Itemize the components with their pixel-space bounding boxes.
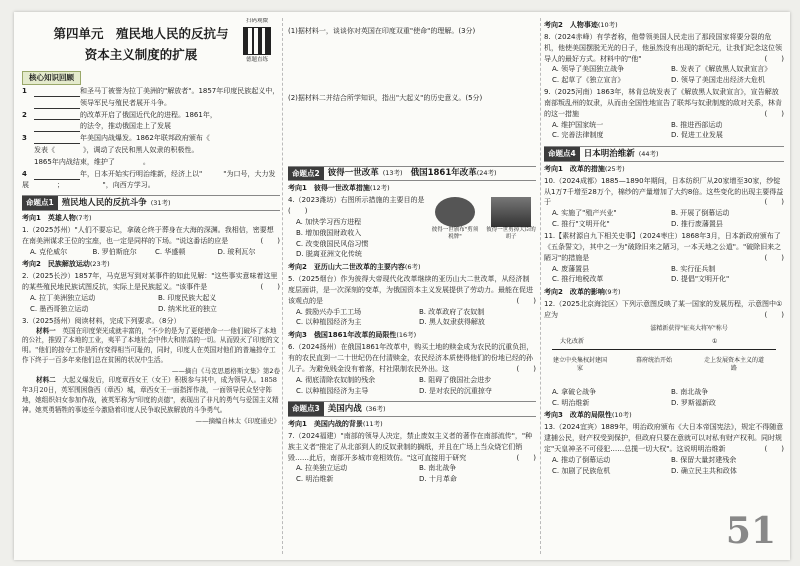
option-a[interactable]: A. 拉美独立运动 — [296, 464, 348, 473]
answer-parens[interactable]: ( ) — [288, 207, 308, 215]
answer-parens[interactable]: ( ) — [516, 296, 536, 305]
option-c[interactable]: C. 以种植园经济为主导 — [296, 386, 369, 395]
question-stem: 12.（2025北京海淀区）下列示意图反映了某一国家的发展历程，示意图中①应为 — [544, 300, 783, 319]
topic-title: 美国内战 — [327, 403, 362, 414]
topic-header-3 — [288, 401, 536, 417]
option-b[interactable]: B. 发表了《解放黑人奴隶宣言》 — [671, 65, 772, 74]
direction-heading — [544, 410, 784, 421]
option-c[interactable]: C. 加剧了民族危机 — [552, 466, 611, 475]
topic-count: (24考) — [476, 169, 497, 178]
question-9 — [544, 87, 784, 141]
core-item-text: 年美国内战爆发。1862年联邦政府颁布《 — [80, 134, 210, 143]
right-column — [544, 18, 784, 554]
core-item — [22, 145, 280, 156]
question-12 — [544, 299, 784, 408]
option-c[interactable]: C. 推行"文明开化" — [552, 220, 610, 229]
option-d[interactable]: D. 是对农民的沉重掠夺 — [419, 386, 492, 395]
core-knowledge-heading: 核心知识回顾 — [22, 71, 81, 85]
answer-parens[interactable]: ( ) — [764, 109, 784, 118]
fill-blank[interactable] — [34, 124, 80, 132]
option-d[interactable]: D. 确立民主共和政体 — [671, 466, 737, 475]
option-b[interactable]: B. 推进西部运动 — [671, 120, 723, 129]
timeline-stage: 幕府统治开始 — [635, 356, 672, 364]
core-item-text: 和圣马丁被誉为拉丁美洲的"解放者"。1857年印度民族起义中， — [80, 86, 280, 95]
core-item-text: 的法令，推动俄国走上了发展 — [80, 122, 171, 131]
core-item-text: 发表《 》，调动了农民和黑人奴隶的积极性。 — [34, 146, 199, 155]
topic-count: (31考) — [150, 199, 171, 208]
direction-name: 考向2 人物事迹 — [544, 21, 598, 29]
answer-parens[interactable]: ( ) — [764, 198, 784, 207]
direction-name: 考向1 英雄人物 — [22, 214, 76, 223]
direction-heading — [288, 183, 536, 194]
topic-count: (44考) — [638, 150, 659, 159]
question-images — [430, 197, 536, 241]
question-11 — [544, 231, 784, 285]
option-a[interactable]: A. 废藩置县 — [552, 264, 590, 273]
core-item-text: 的改革开启了俄国近代化的进程。1861年， — [80, 110, 217, 119]
direction-heading — [22, 213, 280, 224]
column-divider — [282, 18, 283, 554]
answer-parens[interactable]: ( ) — [764, 253, 784, 262]
question-7 — [288, 431, 536, 485]
option-b[interactable]: B. 阻碍了俄国社会进步 — [419, 375, 492, 384]
option-c[interactable]: C. 明治维新 — [552, 398, 590, 407]
option-a[interactable]: A. 鼓励兴办手工工场 — [296, 307, 362, 316]
direction-count: (11考) — [362, 419, 383, 428]
option-a[interactable]: A. 维护国家统一 — [552, 120, 604, 129]
timeline-label: 大化改新 — [560, 337, 585, 345]
question-stem: 1.（2025苏州）"人们不要忘记，拿破仑终于葬身在大海的深渊。我相信，密要想在南美洲谋求王位的宝座，也一定是同样的下场。"说这番话的应是 — [22, 225, 274, 245]
core-item-text: 1865年内战结束，维护了 。 — [34, 157, 150, 166]
answer-parens[interactable]: ( ) — [260, 283, 280, 292]
material-source: ——摘编自林太《印度通史》 — [195, 416, 280, 425]
fill-blank[interactable] — [34, 136, 80, 144]
core-item — [22, 133, 280, 144]
answer-space[interactable] — [288, 105, 536, 161]
question-stem: 6.（2024扬州）在俄国1861年改革中，购买土地的赎金成为农民的沉重负担，有的农民直到一二十世纪仍在付清赎金，农民经济本质使得他们的份地已经的孙儿子。为避免贱金没有着落，村社限制农民外出。这 — [288, 343, 534, 373]
topic-tag: 命题点4 — [544, 147, 580, 161]
topic-count: (36考) — [365, 405, 386, 414]
material-head: 材料一 — [36, 326, 56, 335]
option-b[interactable]: B. 增加俄国财政收入 — [296, 228, 362, 237]
image-caption: 彼得一世颁布"剪须税牌" — [431, 227, 479, 241]
question-stem: 3.（2025扬州）阅读材料，完成下列要求。（8分） — [22, 316, 181, 325]
option-d[interactable]: D. 黑人奴隶获得解放 — [419, 318, 485, 327]
option-b[interactable]: B. 改革政府了农奴制 — [419, 307, 485, 316]
options — [288, 463, 536, 485]
option-a[interactable]: A. 领导了美国独立战争 — [552, 65, 625, 74]
fill-blank[interactable] — [34, 89, 80, 97]
question-2 — [22, 271, 280, 314]
timeline-top-note: 滋精新获得"征夷大将军"称号 — [650, 324, 728, 332]
subquestion-2: (2)据材料二并结合所学知识，指出"大起义"的历史意义。(5分) — [288, 93, 483, 102]
topic-tag: 命题点1 — [22, 196, 58, 210]
option-a[interactable]: A. 实施了"殖产兴业" — [552, 209, 617, 218]
timeline-stage: 走上发展资本主义的道路 — [703, 356, 764, 372]
question-stem: 11.【素材源自九下相关史事】（2024枣庄）1868年3月，日本新政府颁布了《五条誓文》，其中之一为"破除旧来之陋习，一本天地之公道"。"破除旧来之陋习"的措施是 — [544, 231, 782, 262]
topic-title: 殖民地人民的反抗斗争 — [61, 197, 147, 208]
answer-parens[interactable]: ( ) — [260, 236, 280, 245]
option-c[interactable]: C. 起草了《独立宣言》 — [552, 76, 625, 85]
question-stem: 8.（2024赤峰）有学者称，他带领美国人民走出了那段国家将要分裂的危机，他使美国摆脱无光的日子，他虽然没有出现的新纪元，让我们纪念这位领导人的最好方式。材料中的"他" — [544, 32, 782, 63]
question-stem: 4.（2023潍坊）右图所示措施的主要目的是 — [288, 196, 425, 205]
material-text: 大起义爆发后，印度章西女王（女王）积极参与其中，成为领导人。1858年3月20日，英军围困詹西（章西）城，章西女王一面指挥作战，一面领导民众坚守阵地，她组织妇女参加作战，被英军称为"印度的贞德"，表现出了非凡的勇气与爱国主义精神。她英勇牺牲的事迹至今激励着印度人民争取民族解放的斗争勇气。 — [22, 376, 279, 414]
core-item — [22, 86, 280, 97]
question-stem: 10.（2024成都）1885—1890年期间，日本纺织厂从20家增至30家，纱锭从1万7千增至28万个，棉纱的产量增加了大约8倍。这些变化的出现主要得益于 — [544, 176, 784, 207]
left-column — [22, 18, 280, 554]
direction-name: 考向2 改革的影响 — [544, 288, 605, 297]
question-3 — [22, 316, 280, 426]
option-c[interactable]: C. 改变俄国民风俗习惯 — [296, 239, 369, 248]
topic-header-1 — [22, 195, 280, 211]
image-beard-tax — [430, 197, 480, 241]
options — [544, 120, 784, 142]
core-item-text: 年，日本开始实行明治维新，经济上以" "为口号，大力发展 ； "，向西方学习。 — [22, 169, 276, 189]
option-c[interactable]: C. 墨西哥独立运动 — [30, 304, 89, 313]
subquestion-1: (1)据材料一，谈谈你对英国在印度双重"使命"的理解。(3分) — [288, 27, 476, 35]
direction-heading — [22, 259, 280, 270]
fill-blank[interactable] — [34, 101, 80, 109]
direction-name: 考向1 彼得一世改革措施 — [288, 184, 370, 193]
material-1 — [22, 327, 280, 367]
topic-header-2 — [288, 166, 536, 182]
question-stem: 13.（2024宜宾）1889年，明治政府颁布《大日本帝国宪法》，规定不得随意逮捕公民，财产权受到保护，但政府只要在意就可以对私有财产权利。同时规定"天皇神圣不可侵犯……总揽一切大权"。这说明明治维新 — [544, 423, 784, 453]
direction-name: 考向2 亚历山大二世改革的主要内容 — [288, 263, 405, 272]
option-a[interactable]: A. 克伦威尔 — [30, 247, 68, 256]
option-b[interactable]: B. 南北战争 — [419, 464, 457, 473]
direction-heading — [288, 330, 536, 341]
option-c[interactable]: C. 完善法律制度 — [552, 131, 604, 140]
option-d[interactable]: D. 促进工业发展 — [671, 131, 723, 140]
option-a[interactable]: A. 拿破仑战争 — [552, 387, 597, 396]
question-stem: 2.（2025长沙）1857年，马克思写到对某事件的如此见解："这些事实意味着这里的某些殖民地民族试图反抗，实际上是民族起义。"该事件是 — [22, 272, 278, 292]
core-item — [22, 169, 280, 191]
core-knowledge-list — [22, 86, 280, 191]
option-d[interactable]: D. 玻利瓦尔 — [217, 247, 256, 256]
unit-title — [36, 24, 246, 65]
direction-heading — [544, 164, 784, 175]
options — [544, 64, 784, 86]
question-stem: 9.（2025河南）1863年，林肯总统发表了《解放黑人奴隶宣言》，宣告解放南部叛乱州的奴隶，从而由全国性地宣告了联邦与奴隶制度的敌对关系，林肯的这一措施 — [544, 88, 782, 118]
options — [22, 247, 280, 258]
answer-parens[interactable]: ( ) — [516, 453, 536, 462]
direction-count: (7考) — [75, 214, 92, 223]
image-caption: 彼得一世剪掉大臣的胡子 — [486, 227, 536, 241]
option-b[interactable]: B. 开展了倒幕运动 — [671, 209, 730, 218]
direction-count: (9考) — [604, 288, 621, 297]
question-10 — [544, 176, 784, 230]
answer-parens[interactable]: ( ) — [764, 54, 784, 63]
option-a[interactable]: A. 加快学习西方进程 — [296, 217, 362, 226]
question-stem: 7.（2024福建）"南部的领导人决定，禁止废奴主义者的著作在南部流传"，"种族主义者"推定了从北部到人的反奴隶制的搁纸，并且在广场上当众烧它们销毁……此后，南部开多城市竞相效仿。"这可直接用于研究 — [288, 431, 533, 462]
direction-name: 考向2 民族解放运动 — [22, 260, 90, 269]
options — [544, 455, 784, 477]
fill-blank[interactable] — [34, 172, 80, 180]
qr-code-icon — [243, 27, 271, 55]
option-c[interactable]: C. 华盛顿 — [155, 247, 186, 256]
direction-name: 考向1 美国内战的背景 — [288, 419, 363, 428]
textbook-page — [14, 12, 790, 560]
core-item-text: 领导军民与殖民者展开斗争。 — [80, 98, 171, 107]
topic-count: (13考) — [382, 169, 403, 178]
question-4 — [288, 195, 536, 260]
answer-parens[interactable]: ( ) — [764, 310, 784, 319]
question-13 — [544, 422, 784, 476]
option-d[interactable]: D. 纳米比亚的独立 — [158, 304, 217, 313]
option-b[interactable]: B. 实行征兵制 — [671, 264, 716, 273]
answer-space[interactable] — [288, 38, 536, 92]
option-d[interactable]: D. 罗斯福新政 — [671, 398, 716, 407]
question-5 — [288, 274, 536, 328]
direction-count: (10考) — [611, 411, 632, 420]
material-source: ——摘自《马克思恩格斯文集》第2卷 — [171, 367, 280, 376]
item-number: 2 — [22, 110, 27, 119]
option-b[interactable]: B. 南北战争 — [671, 387, 709, 396]
question-stem: 5.（2025烟台）作为彼得大帝现代化改革继续的亚历山大二世改革，从经济制度层面讲，是一次深刻的变革，为俄国资本主义发展提供了劳动力。最能在促进该观点的是 — [288, 275, 533, 305]
direction-count: (12考) — [369, 184, 390, 193]
timeline-axis — [552, 349, 776, 350]
direction-count: (16考) — [396, 331, 417, 340]
options — [544, 387, 784, 409]
qr-top-label: 扫码观微 — [245, 18, 268, 24]
direction-name: 考向3 俄国1861年改革的局限性 — [288, 331, 397, 340]
answer-parens[interactable]: ( ) — [764, 444, 784, 453]
beard-token-image — [435, 197, 475, 227]
question-8 — [544, 32, 784, 86]
item-number: 3 — [22, 134, 27, 143]
topic-header-4 — [544, 146, 784, 162]
core-item — [22, 98, 280, 109]
option-a[interactable]: A. 拉丁美洲独立运动 — [30, 294, 96, 302]
option-d[interactable]: D. 领导了美国走出经济大危机 — [671, 76, 765, 85]
column-divider — [540, 18, 541, 554]
question-1 — [22, 225, 280, 258]
image-cut-beard — [486, 197, 536, 241]
options — [22, 293, 280, 315]
option-c[interactable]: C. 推行地税改革 — [552, 275, 604, 284]
answer-parens[interactable]: ( ) — [516, 364, 536, 373]
material-text: 英国在印度荣光成就丰富的，"不少的是为了更便使命一一他们破坏了本地的公社，推毁了本地的工业，夷平了本地社会中伟大和崇高的一切。从而毁灭了印度的文明。"他们的掠夺工作是所有变得相当可耻的，同时，印度人在英国对他们的普遍掠夺工作下终于一百多年来他们总在贫困的状况中生活。 — [22, 326, 280, 365]
direction-heading — [544, 20, 784, 31]
timeline-stage: 建立中央集权封建国家 — [552, 356, 607, 372]
core-item — [22, 157, 280, 168]
core-item — [22, 110, 280, 121]
direction-count: (10考) — [597, 21, 618, 29]
fill-blank[interactable] — [34, 112, 80, 120]
option-d[interactable]: D. 脱离亚洲文化传统 — [296, 250, 362, 259]
topic-tag: 命题点2 — [288, 167, 324, 181]
direction-name: 考向3 改革的局限性 — [544, 411, 612, 420]
material-head: 材料二 — [36, 376, 56, 385]
option-c[interactable]: C. 以种植园经济为主 — [296, 318, 362, 327]
timeline-diagram — [552, 325, 776, 383]
direction-count: (25考) — [604, 164, 625, 173]
topic-tag: 命题点3 — [288, 402, 324, 416]
option-d[interactable]: D. 十月革命 — [419, 475, 457, 484]
timeline-label: ① — [712, 337, 718, 345]
core-item — [22, 121, 280, 132]
middle-column — [288, 18, 536, 554]
topic-title-extra: 俄国1861年改革 — [410, 167, 477, 178]
options — [288, 375, 536, 397]
page-number: 51 — [725, 510, 776, 552]
option-a[interactable]: A. 推动了倒幕运动 — [552, 455, 611, 464]
options — [288, 307, 536, 329]
options — [544, 264, 784, 286]
question-6 — [288, 342, 536, 396]
direction-count: (23考) — [89, 260, 110, 269]
option-d[interactable]: D. 提倡"文明开化" — [671, 275, 730, 284]
topic-title: 彼得一世改革 — [327, 167, 379, 178]
options — [544, 208, 784, 230]
direction-name: 考向1 改革的措施 — [544, 164, 605, 173]
unit-title-line2: 资本主义制度的扩展 — [84, 46, 198, 62]
option-b[interactable]: B. 罗伯斯庇尔 — [92, 247, 137, 256]
direction-heading — [288, 419, 536, 430]
option-b[interactable]: B. 印度民族大起义 — [158, 294, 217, 302]
topic-title: 日本明治维新 — [583, 148, 635, 159]
item-number: 4 — [22, 169, 27, 178]
option-b[interactable]: B. 保留大量封建残余 — [671, 455, 737, 464]
qr-code[interactable] — [238, 18, 276, 64]
item-number: 1 — [22, 86, 27, 95]
option-c[interactable]: C. 明治维新 — [296, 475, 334, 484]
cut-beard-image — [491, 197, 531, 227]
direction-count: (6考) — [404, 263, 421, 272]
direction-heading — [544, 287, 784, 298]
direction-heading — [288, 262, 536, 273]
option-d[interactable]: D. 推行废藩置县 — [671, 220, 723, 229]
unit-title-line1: 第四单元 殖民地人民的反抗与 — [53, 26, 229, 41]
qr-bottom-label: 德题直练 — [245, 57, 268, 64]
option-a[interactable]: A. 彻底清除农奴制的残余 — [296, 375, 376, 384]
material-2 — [22, 376, 280, 416]
